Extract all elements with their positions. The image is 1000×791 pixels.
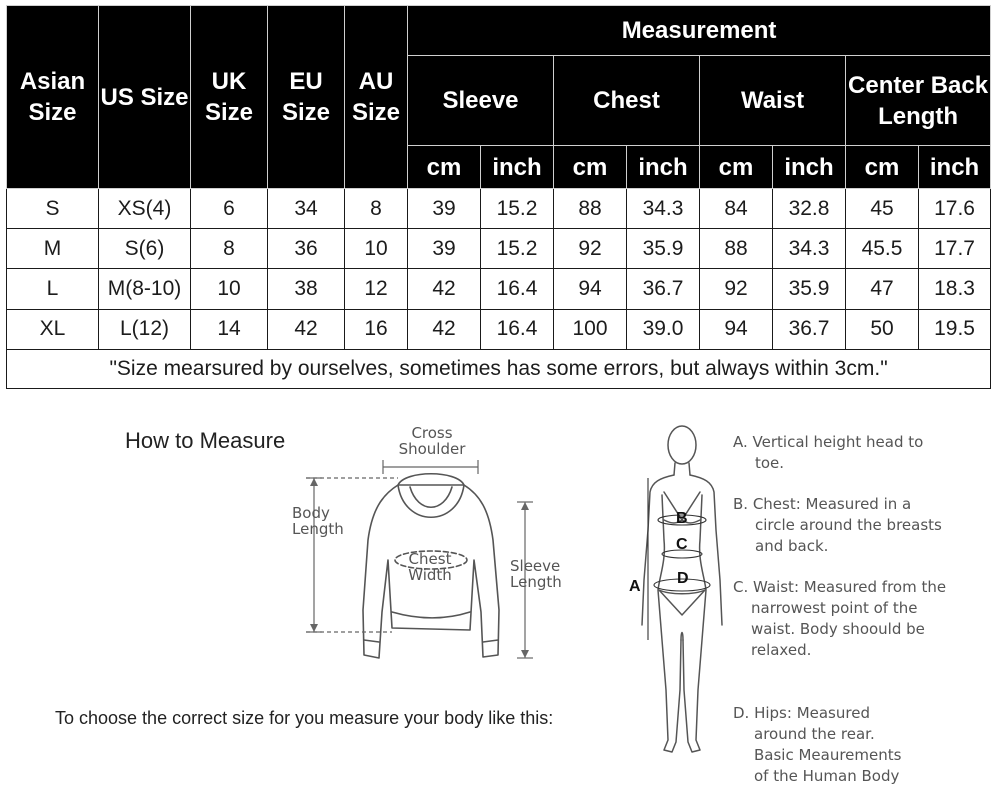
table-cell: 39.0 bbox=[627, 309, 700, 349]
table-cell: 8 bbox=[191, 229, 268, 269]
header-unit: inch bbox=[481, 146, 554, 189]
table-cell: 42 bbox=[268, 309, 345, 349]
table-cell: 10 bbox=[191, 269, 268, 309]
table-cell: 16.4 bbox=[481, 269, 554, 309]
table-cell: 88 bbox=[554, 189, 627, 229]
header-unit: cm bbox=[408, 146, 481, 189]
table-cell: 35.9 bbox=[627, 229, 700, 269]
table-cell: 39 bbox=[408, 229, 481, 269]
table-cell: 16 bbox=[345, 309, 408, 349]
header-unit: inch bbox=[627, 146, 700, 189]
instruction-d-line-1: D. Hips: Measured bbox=[733, 704, 870, 722]
table-cell: L(12) bbox=[99, 309, 191, 349]
header-au-size: AU Size bbox=[345, 6, 408, 189]
body-torso-right bbox=[690, 475, 722, 625]
cross-shoulder-label: Cross Shoulder bbox=[398, 424, 466, 458]
table-cell: 34.3 bbox=[627, 189, 700, 229]
table-cell: 92 bbox=[700, 269, 773, 309]
table-cell: 45.5 bbox=[846, 229, 919, 269]
header-asian-size: Asian Size bbox=[7, 6, 99, 189]
table-cell: 8 bbox=[345, 189, 408, 229]
choose-size-text: To choose the correct size for you measure your body like this: bbox=[55, 708, 554, 728]
body-bikini-bottom bbox=[659, 590, 705, 615]
table-cell: 42 bbox=[408, 309, 481, 349]
table-cell: 34 bbox=[268, 189, 345, 229]
table-cell: XS(4) bbox=[99, 189, 191, 229]
table-cell: M bbox=[7, 229, 99, 269]
body-inner-right bbox=[683, 495, 706, 752]
table-cell: 92 bbox=[554, 229, 627, 269]
table-cell: 6 bbox=[191, 189, 268, 229]
body-torso-left bbox=[642, 475, 674, 625]
header-center-back-length: Center Back Length bbox=[846, 56, 991, 146]
table-cell: 34.3 bbox=[773, 229, 846, 269]
header-unit: cm bbox=[554, 146, 627, 189]
table-cell: 32.8 bbox=[773, 189, 846, 229]
table-cell: 18.3 bbox=[919, 269, 991, 309]
chest-width-label: Chest Width bbox=[408, 550, 452, 584]
header-unit: inch bbox=[773, 146, 846, 189]
table-cell: 39 bbox=[408, 189, 481, 229]
body-neck bbox=[674, 463, 690, 475]
table-cell: L bbox=[7, 269, 99, 309]
table-cell: 50 bbox=[846, 309, 919, 349]
table-cell: S(6) bbox=[99, 229, 191, 269]
table-cell: 47 bbox=[846, 269, 919, 309]
header-chest: Chest bbox=[554, 56, 700, 146]
instruction-d-line-3: Basic Meaurements bbox=[754, 746, 902, 764]
instruction-d-line-2: around the rear. bbox=[754, 725, 875, 743]
marker-c: C bbox=[676, 536, 688, 553]
table-cell: 17.6 bbox=[919, 189, 991, 229]
header-waist: Waist bbox=[700, 56, 846, 146]
header-unit: cm bbox=[700, 146, 773, 189]
header-unit: cm bbox=[846, 146, 919, 189]
table-cell: 38 bbox=[268, 269, 345, 309]
instruction-d-line-4: of the Human Body bbox=[754, 767, 900, 785]
table-cell: 36 bbox=[268, 229, 345, 269]
measurement-note: "Size mearsured by ourselves, sometimes has some errors, but always within 3cm." bbox=[7, 349, 991, 388]
how-to-measure-title: How to Measure bbox=[125, 428, 286, 453]
table-cell: 45 bbox=[846, 189, 919, 229]
instruction-a: A. Vertical height head to toe. bbox=[733, 433, 924, 472]
header-unit: inch bbox=[919, 146, 991, 189]
marker-d: D bbox=[677, 570, 689, 587]
instruction-b: B. Chest: Measured in a circle around the breasts and back. bbox=[733, 495, 942, 555]
table-cell: S bbox=[7, 189, 99, 229]
table-cell: 84 bbox=[700, 189, 773, 229]
table-cell: 10 bbox=[345, 229, 408, 269]
table-cell: 16.4 bbox=[481, 309, 554, 349]
body-inner-left bbox=[658, 495, 681, 752]
table-cell: 36.7 bbox=[627, 269, 700, 309]
table-cell: 100 bbox=[554, 309, 627, 349]
table-cell: 17.7 bbox=[919, 229, 991, 269]
header-us-size: US Size bbox=[99, 6, 191, 189]
table-cell: 15.2 bbox=[481, 189, 554, 229]
header-sleeve: Sleeve bbox=[408, 56, 554, 146]
instruction-c: C. Waist: Measured from the narrowest point of the waist. Body shoould be relaxed. bbox=[733, 578, 947, 659]
header-measurement: Measurement bbox=[408, 6, 991, 56]
table-cell: 94 bbox=[554, 269, 627, 309]
body-head bbox=[668, 426, 696, 464]
table-cell: 94 bbox=[700, 309, 773, 349]
table-cell: 19.5 bbox=[919, 309, 991, 349]
marker-b: B bbox=[676, 510, 688, 527]
header-eu-size: EU Size bbox=[268, 6, 345, 189]
marker-a: A bbox=[629, 578, 641, 595]
table-cell: 12 bbox=[345, 269, 408, 309]
table-cell: 35.9 bbox=[773, 269, 846, 309]
table-cell: 88 bbox=[700, 229, 773, 269]
sleeve-length-label: Sleeve Length bbox=[510, 557, 562, 591]
table-cell: 14 bbox=[191, 309, 268, 349]
table-cell: 15.2 bbox=[481, 229, 554, 269]
body-length-label: Body Length bbox=[292, 504, 344, 538]
table-cell: M(8-10) bbox=[99, 269, 191, 309]
header-uk-size: UK Size bbox=[191, 6, 268, 189]
table-cell: 36.7 bbox=[773, 309, 846, 349]
table-cell: XL bbox=[7, 309, 99, 349]
body-crotch bbox=[681, 633, 683, 641]
table-cell: 42 bbox=[408, 269, 481, 309]
